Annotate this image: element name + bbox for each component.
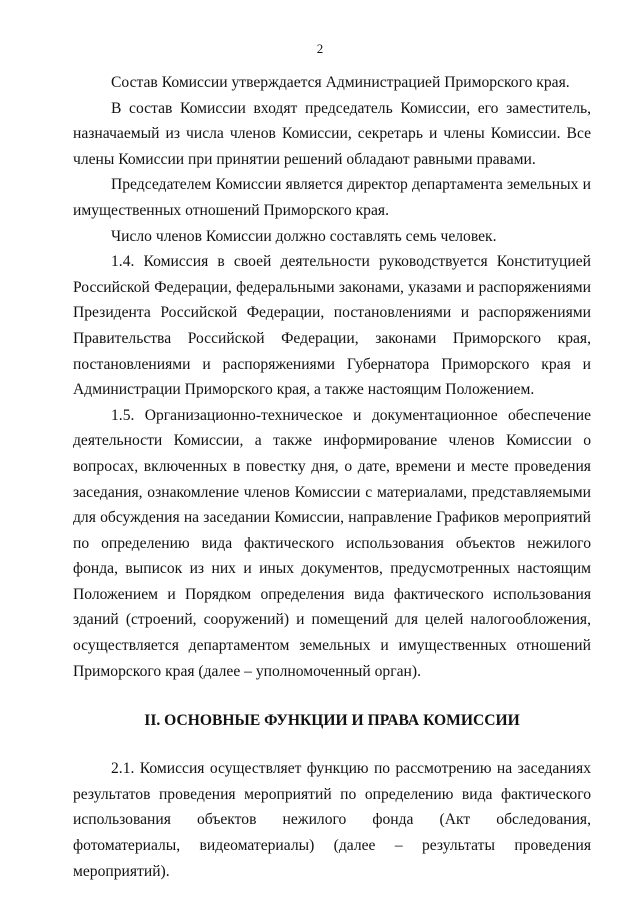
paragraph-composition-approval: Состав Комиссии утверждается Администрацией Приморского края. [111,74,570,91]
document-body [73,70,591,884]
paragraph-chairman: Председателем Комиссии является директор департамента земельных и имущественных отношений Приморского края. [73,176,591,219]
paragraph-composition-members: В состав Комиссии входят председатель Комиссии, его заместитель, назначаемый из числа членов Комиссии, секретарь и члены Комиссии. Все члены Комиссии при принятии решений обладают равными правами. [73,99,591,168]
paragraph-member-count: Число членов Комиссии должно составлять семь человек. [111,227,497,245]
paragraph-1-5: 1.5. Организационно-техническое и документационное обеспечение деятельности Комиссии, а также информирование членов Комиссии о вопросах, включенных в повестку дня, о дате, времени и месте проведения заседания, ознакомление членов Комиссии с материалами, представляемыми для обсуждения на заседании Комиссии, направление Графиков мероприятий по определению вида фактического использования объектов нежилого фонда, выписок из них и иных документов, предусмотренных настоящим Положением и Порядком определения вида фактического использования зданий (строений, сооружений) и помещений для целей налогообложения, осуществляется департаментом земельных и имущественных отношений Приморского края (далее – уполномоченный орган). [73,406,591,680]
paragraph-2-1: 2.1. Комиссия осуществляет функцию по рассмотрению на заседаниях результатов проведения мероприятий по определению вида фактического использования объектов нежилого фонда (Акт обследования, фотоматериалы, видеоматериалы) (далее – результаты проведения мероприятий). [73,760,591,880]
paragraph-1-4: 1.4. Комиссия в своей деятельности руководствуется Конституцией Российской Федерации, федеральными законами, указами и распоряжениями Президента Российской Федерации, постановлениями и распоряжениями Правительства Российской Федерации, законами Приморского края, постановлениями и распоряжениями Губернатора Приморского края и Администрации Приморского края, а также настоящим Положением. [73,253,591,399]
section-heading: II. ОСНОВНЫЕ ФУНКЦИИ И ПРАВА КОМИССИИ [144,712,520,730]
page-number: 2 [316,41,324,56]
